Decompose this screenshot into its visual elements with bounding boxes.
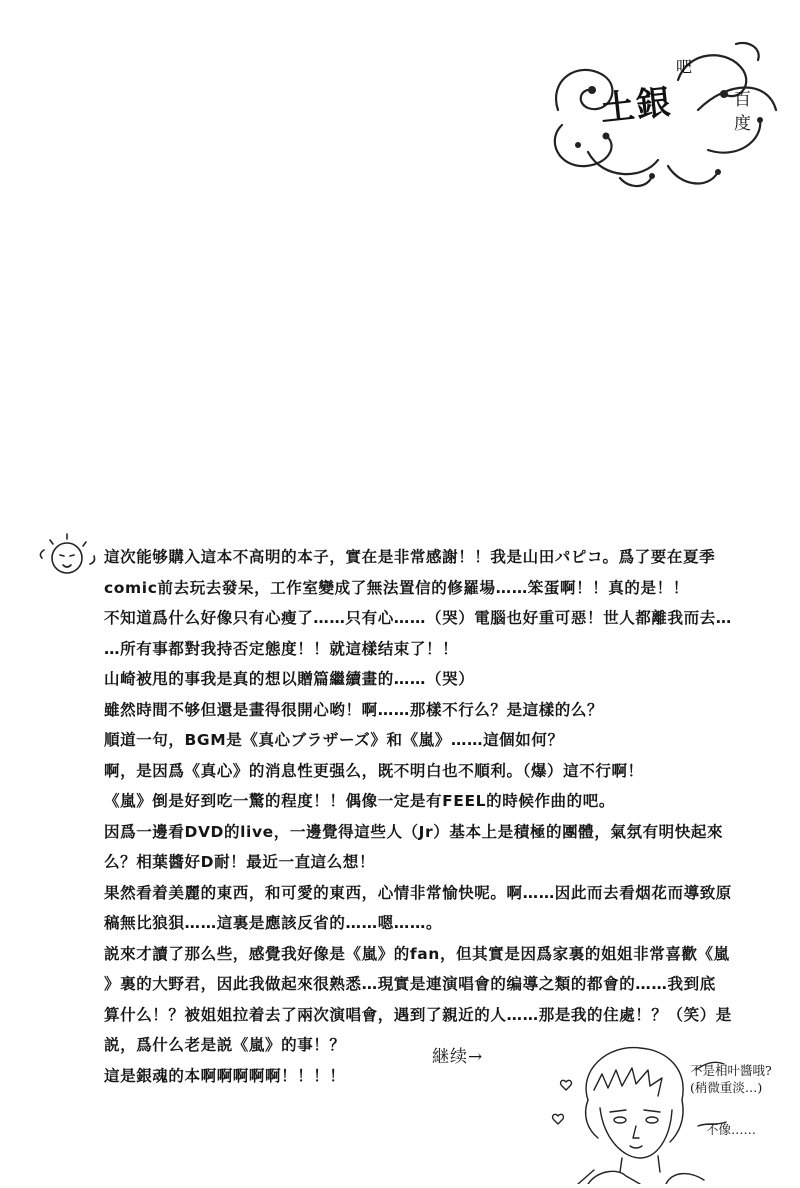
text-line: …所有事都對我持否定態度！！就這樣结束了！！	[104, 639, 459, 658]
logo-small-text: 吧	[676, 57, 693, 76]
text-line: 不知道爲什么好像只有心瘦了……只有心……（哭）電腦也好重可惡！世人都離我而去…	[104, 609, 732, 627]
text-line: 説來才讀了那么些，感覺我好像是《嵐》的fan，但其實是因爲家裏的姐姐非常喜歡《嵐	[104, 944, 730, 963]
text-line: 稿無比狼狽……這裏是應該反省的……嗯……。	[104, 914, 443, 932]
text-line: comic前去玩去發呆，工作室變成了無法置信的修羅場……笨蛋啊！！真的是！！	[104, 578, 689, 597]
continued-label: 継续→	[432, 1047, 484, 1067]
text-line: 説，爲什么老是説《嵐》的事！？	[104, 1036, 346, 1054]
text-line: 啊，是因爲《真心》的消息性更强么，既不明白也不順利。（爆）這不行啊！	[104, 761, 644, 780]
afterword-text	[104, 542, 772, 1091]
character-sketch	[548, 1030, 800, 1184]
smiley-face-icon	[36, 530, 98, 580]
sketch-note-bottom: 不像……	[706, 1122, 757, 1137]
sketch-note-line: 不是相叶醬哦?	[690, 1063, 772, 1078]
character-sketch-icon	[548, 1030, 800, 1184]
text-line: 算什么！？被姐姐拉着去了兩次演唱會，遇到了親近的人……那是我的住處！？（笑）是	[104, 1005, 732, 1024]
text-line: 么？相葉醬好D耐！最近一直這么想！	[104, 853, 376, 871]
text-line: 順道一句，BGM是《真心ブラザーズ》和《嵐》……這個如何？	[104, 731, 564, 749]
logo-side-text: 百度	[734, 90, 751, 134]
logo-main-text: 土銀	[598, 82, 675, 130]
text-line: 果然看着美麗的東西，和可愛的東西，心情非常愉快呢。啊……因此而去看烟花而導致原	[104, 883, 732, 902]
sketch-note	[690, 1062, 772, 1096]
text-line: 山崎被甩的事我是真的想以贈篇繼續畫的……（哭）	[104, 670, 475, 688]
tieba-logo	[548, 40, 784, 190]
text-line: 這是銀魂的本啊啊啊啊啊！！！！	[104, 1066, 346, 1085]
text-line: 雖然時間不够但還是畫得很開心哟！啊……那樣不行么？是這樣的么？	[104, 700, 604, 719]
sketch-note-line: (稍微重淡…)	[690, 1080, 763, 1095]
text-line: 》裏的大野君，因此我做起來很熟悉…現實是連演唱會的编導之類的都會的……我到底	[104, 975, 716, 993]
text-line: 《嵐》倒是好到吃一驚的程度！！偶像一定是有FEEL的時候作曲的吧。	[104, 792, 615, 810]
text-line: 這次能够購入這本不高明的本子，實在是非常感謝！！我是山田パピコ。爲了要在夏季	[104, 548, 716, 566]
text-line: 因爲一邊看DVD的live，一邊覺得這些人（Jr）基本上是積極的團體，氣氛有明快起來	[104, 822, 724, 841]
